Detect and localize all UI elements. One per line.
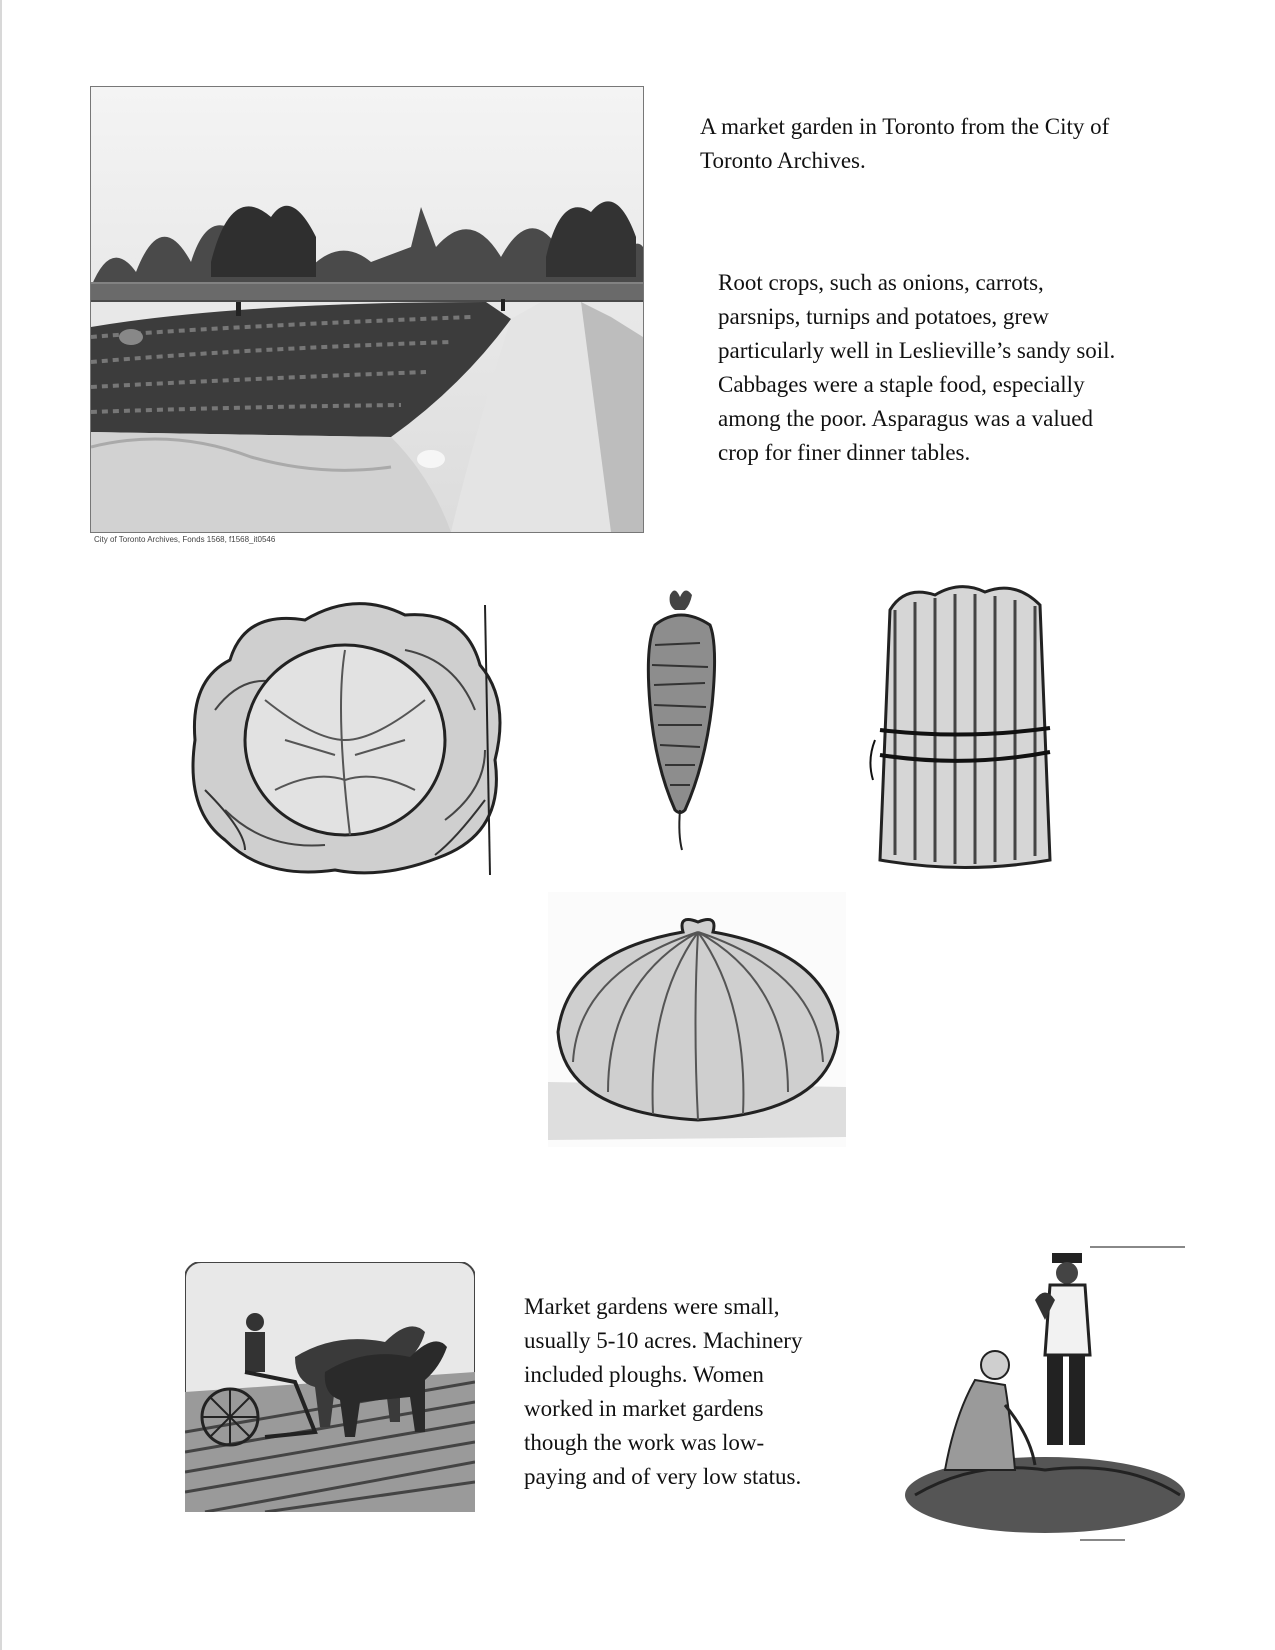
market-gardens-caption: Market gardens were small, usually 5-10 acres. Machinery included ploughs. Women worked in market gardens though the work was low-paying and of very low status. [524,1294,803,1489]
cabbage-illustration [185,590,505,880]
plough-illustration [185,1262,475,1512]
onion-illustration [548,892,846,1147]
gardeners-illustration [895,1245,1190,1545]
photo-credit: City of Toronto Archives, Fonds 1568, f1568_it0546 [94,535,276,544]
root-crops-caption: Root crops, such as onions, carrots, parsnips, turnips and potatoes, grew particularly well in Leslieville’s sandy soil. Cabbages were a staple food, especially among the poor. Asparagus was a valued crop for finer dinner tables. [718,270,1116,465]
photo-caption: A market garden in Toronto from the City of Toronto Archives. [700,114,1110,173]
market-garden-photo [90,86,644,544]
carrot-illustration [640,585,720,855]
page-edge [0,0,2,1650]
asparagus-illustration [865,580,1060,875]
